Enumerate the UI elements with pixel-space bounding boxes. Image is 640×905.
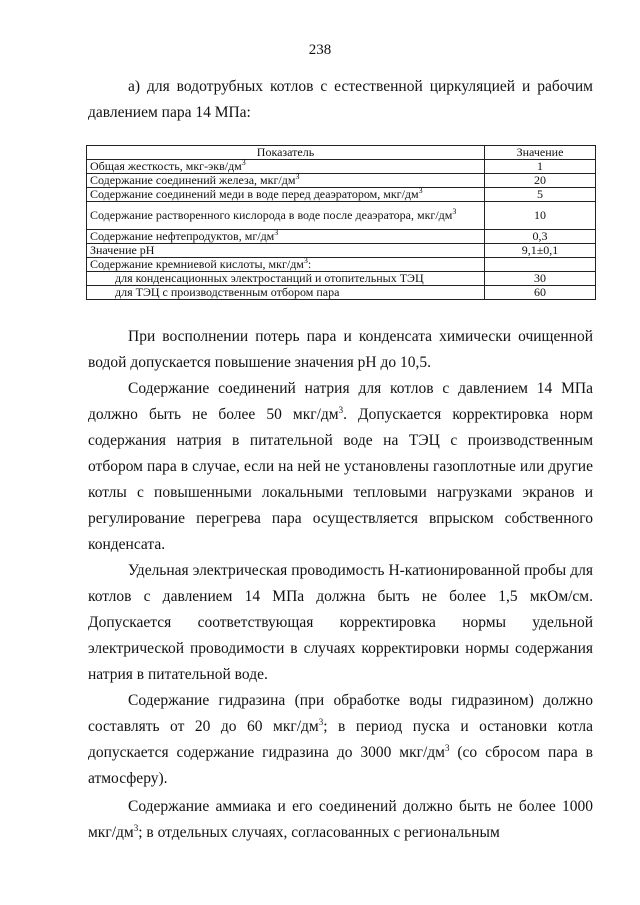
paragraph-ammonia: Содержание аммиака и его соединений должно быть не более 1000 мкг/$дм^3$; в отдельных случаях, согласованных с региональным	[88, 798, 593, 841]
table-header-value: Значение	[485, 146, 596, 160]
row-value: 0,3	[485, 230, 596, 244]
page-number: 238	[308, 42, 332, 58]
paragraph-conductivity: Удельная электрическая проводимость Н-катионированной пробы для котлов с давлением 14 МПа должна быть не более 1,5 мкОм/см. Допускается соответствующая корректировка нормы удельной электрической проводимости в случаях корректировки нормы содержания натрия в питательной воде.	[88, 562, 593, 683]
row-name: Значение рН	[87, 244, 485, 258]
paragraph-ph: При восполнении потерь пара и конденсата химически очищенной водой допускается повышение значения рН до 10,5.	[88, 328, 593, 371]
table-header-row	[87, 146, 596, 160]
row-value: 5	[485, 188, 596, 202]
table-row	[87, 286, 596, 300]
row-value: 30	[485, 272, 596, 286]
table-row	[87, 272, 596, 286]
table-header-indicator: Показатель	[87, 146, 485, 160]
table-row	[87, 244, 596, 258]
table-row	[87, 174, 596, 188]
table-row	[87, 230, 596, 244]
row-name: Содержание растворенного кислорода в воде после деаэратора, мкг/$дм^3$	[87, 202, 485, 230]
row-value: 9,1±0,1	[485, 244, 596, 258]
table-row	[87, 258, 596, 272]
table-row	[87, 160, 596, 174]
row-name: Общая жесткость, мкг-$экв/дм^3$	[87, 160, 485, 174]
row-value: 10	[485, 202, 596, 230]
paragraph-sodium: Содержание соединений натрия для котлов с давлением 14 МПа должно быть не более 50 мкг/$дм^3$. Допускается корректировка норм содержания натрия в питательной воде на ТЭЦ с производственным отбором пара в случае, если на ней не установлены газоплотные или другие котлы с повышенными локальными тепловыми нагрузками экранов и регулирование перегрева пара осуществляется впрыском собственного конденсата.	[88, 380, 593, 553]
row-name: для ТЭЦ с производственным отбором пара	[87, 286, 485, 300]
row-name: Содержание кремниевой кислоты, мкг/$дм^3$:	[87, 258, 485, 272]
row-name: для конденсационных электростанций и отопительных ТЭЦ	[87, 272, 485, 286]
row-name: Содержание нефтепродуктов, $мг/дм^3$	[87, 230, 485, 244]
row-name: Содержание соединений железа, мкг/$дм^3$	[87, 174, 485, 188]
paragraph-hydrazine: Содержание гидразина (при обработке воды гидразином) должно составлять от 20 до 60 мкг/$дм^3$; в период пуска и остановки котла допускается содержание гидразина до 3000 мкг/$дм^3$ (со сбросом пара в атмосферу).	[88, 692, 593, 787]
table-row	[87, 188, 596, 202]
norms-table	[86, 145, 596, 300]
row-value: 60	[485, 286, 596, 300]
row-value	[485, 258, 596, 272]
row-name: Содержание соединений меди в воде перед деаэратором, мкг/$дм^3$	[87, 188, 485, 202]
row-value: 1	[485, 160, 596, 174]
intro-paragraph: а) для водотрубных котлов с естественной циркуляцией и рабочим давлением пара 14 МПа:	[88, 78, 593, 121]
row-value: 20	[485, 174, 596, 188]
table-row	[87, 202, 596, 230]
